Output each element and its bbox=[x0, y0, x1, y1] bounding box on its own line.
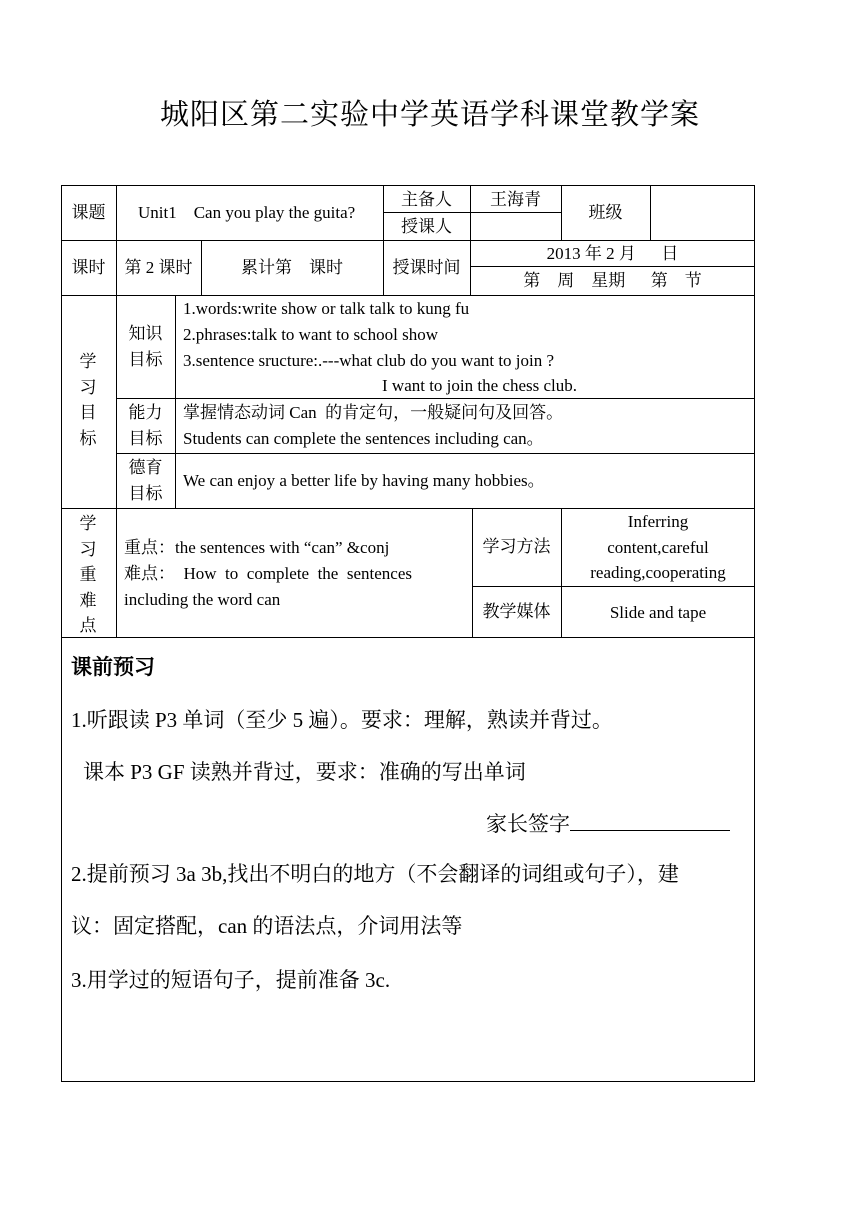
media-value: Slide and tape bbox=[609, 603, 707, 622]
cell-divider bbox=[650, 185, 651, 240]
cell-divider bbox=[116, 453, 755, 454]
moral-goal-label: 德育 目标 bbox=[128, 458, 163, 503]
ability-line: 掌握情态动词 Can 的肯定句，一般疑问句及回答。 bbox=[183, 403, 564, 422]
cell-divider bbox=[472, 586, 755, 587]
preview-item-1b: 课本 P3 GF 读熟并背过，要求：准确的写出单词 bbox=[83, 760, 526, 784]
cumulative-periods: 累计第 课时 bbox=[241, 258, 343, 277]
ability-goal-label: 能力 目标 bbox=[128, 403, 163, 448]
method-label: 学习方法 bbox=[482, 537, 551, 556]
row-divider bbox=[61, 637, 755, 638]
parent-signature bbox=[486, 808, 730, 838]
period-value: 第 2 课时 bbox=[124, 258, 193, 277]
topic-label: 课题 bbox=[71, 203, 106, 222]
preview-item-1: 1.听跟读 P3 单词（至少 5 遍）。要求：理解，熟读并背过。 bbox=[71, 708, 613, 732]
difficult-point: 难点： How to complete the sentences bbox=[124, 564, 412, 583]
knowledge-line: 1.words:write show or talk talk to kung fu bbox=[183, 299, 470, 318]
difficult-point-cont: including the word can bbox=[124, 590, 281, 609]
signature-line[interactable] bbox=[570, 812, 730, 831]
method-value: Inferring content,careful reading,cooperating bbox=[590, 512, 726, 582]
knowledge-goal-label: 知识 目标 bbox=[128, 324, 163, 369]
knowledge-line: 2.phrases:talk to want to school show bbox=[183, 325, 438, 344]
preparer-value: 王海青 bbox=[490, 190, 541, 209]
key-point: 重点：the sentences with “can” &conj bbox=[124, 538, 390, 557]
time-label: 授课时间 bbox=[392, 258, 461, 277]
topic-value: Unit1 Can you play the guita? bbox=[138, 203, 356, 222]
preview-item-2-cont: 议：固定搭配，can 的语法点，介词用法等 bbox=[71, 914, 463, 938]
ability-line: Students can complete the sentences including can。 bbox=[183, 429, 544, 448]
signature-label: 家长签字 bbox=[486, 812, 570, 836]
cell-divider bbox=[175, 295, 176, 508]
preview-heading: 课前预习 bbox=[71, 655, 155, 679]
lesson-week: 第 周 星期 第 节 bbox=[523, 271, 702, 290]
period-label: 课时 bbox=[71, 258, 106, 277]
teacher-label: 授课人 bbox=[401, 217, 452, 236]
cell-divider bbox=[116, 508, 117, 637]
knowledge-line: 3.sentence sructure:.---what club do you want to join ? bbox=[183, 351, 555, 370]
keypoints-side-label: 学 习 重 难 点 bbox=[79, 514, 97, 635]
page-title: 城阳区第二实验中学英语学科课堂教学案 bbox=[159, 99, 700, 131]
class-label: 班级 bbox=[588, 203, 623, 222]
cell-divider bbox=[116, 185, 117, 240]
moral-goal-text: We can enjoy a better life by having many hobbies。 bbox=[183, 471, 545, 490]
media-label: 教学媒体 bbox=[482, 602, 551, 621]
preparer-label: 主备人 bbox=[401, 190, 452, 209]
lesson-date: 2013 年 2 月 日 bbox=[546, 244, 679, 263]
goals-side-label: 学 习 目 标 bbox=[79, 352, 97, 448]
preview-item-2: 2.提前预习 3a 3b,找出不明白的地方（不会翻译的词组或句子），建 bbox=[71, 862, 679, 886]
knowledge-line: I want to join the chess club. bbox=[382, 376, 577, 395]
preview-item-3: 3.用学过的短语句子，提前准备 3c. bbox=[71, 968, 391, 992]
